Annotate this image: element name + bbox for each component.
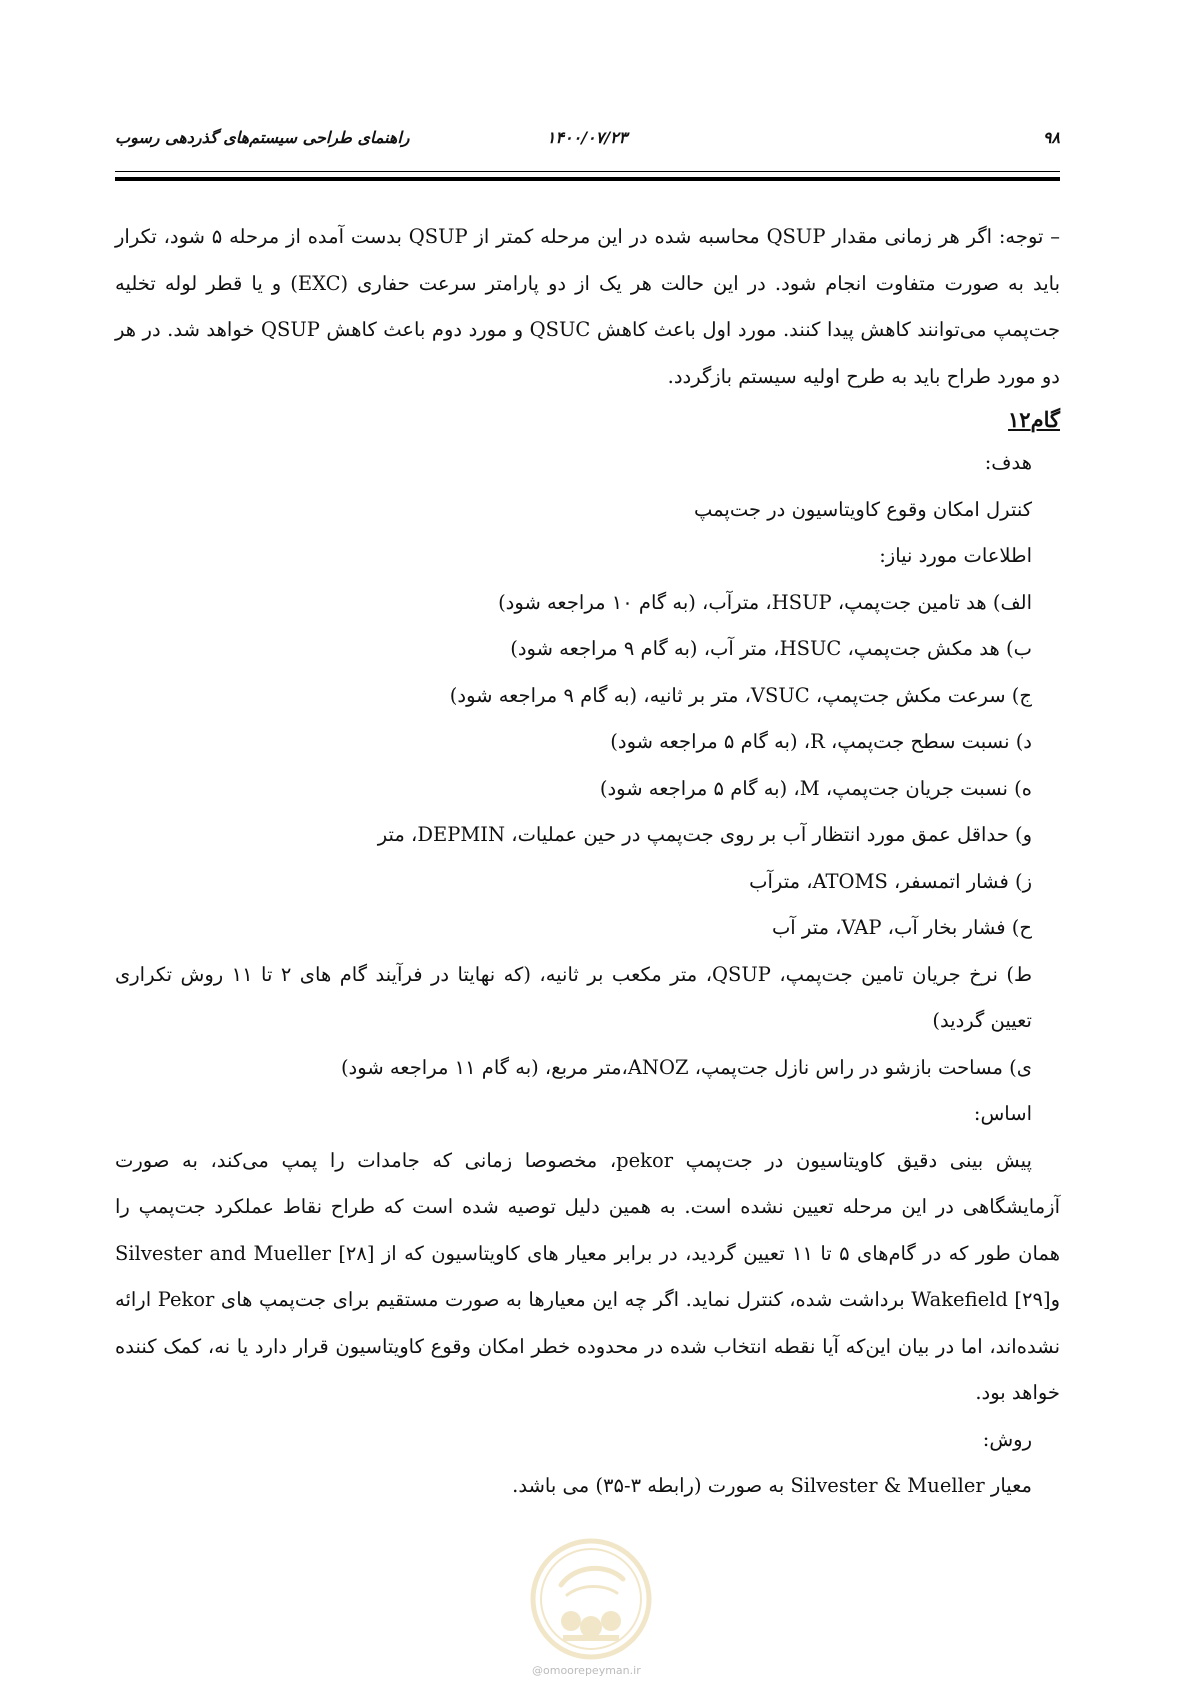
step-heading: گام۱۲ — [1008, 407, 1060, 432]
info-item: ه) نسبت جریان جت‌پمپ، M، (به گام ۵ مراجعه شود) — [599, 776, 1032, 800]
info-item: ی) مساحت بازشو در راس نازل جت‌پمپ، ANOZ،متر مربع، (به گام ۱۱ مراجعه شود) — [340, 1055, 1032, 1079]
watermark-url: @omoorepeyman.ir — [532, 1664, 641, 1677]
page-number: ۹۸ — [1042, 128, 1060, 147]
info-item: ط) نرخ جریان تامین جت‌پمپ، QSUP، متر مکعب بر ثانیه، (که نهایتا در فرآیند گام های ۲ تا ۱۱ روش تکراری تعیین گردید) — [115, 962, 1033, 1032]
page-header — [115, 128, 1060, 158]
header-date: ۱۴۰۰/۰۷/۲۳ — [546, 128, 628, 147]
info-item: الف) هد تامین جت‌پمپ، HSUP، مترآب، (به گام ۱۰ مراجعه شود) — [498, 590, 1032, 614]
goal-text: کنترل امکان وقوع کاویتاسیون در جت‌پمپ — [694, 497, 1032, 521]
method-text: معیار Silvester & Mueller به صورت (رابطه ۳-۳۵) می باشد. — [512, 1474, 1032, 1497]
info-item: ب) هد مکش جت‌پمپ، HSUC، متر آب، (به گام ۹ مراجعه شود) — [510, 637, 1032, 660]
info-item: ح) فشار بخار آب، VAP، متر آب — [771, 916, 1032, 939]
header-rule-thick — [115, 177, 1060, 181]
goal-label: هدف: — [984, 451, 1032, 474]
info-item: ز) فشار اتمسفر، ATOMS، مترآب — [749, 869, 1032, 893]
note-paragraph: – توجه: اگر هر زمانی مقدار QSUP محاسبه شده در این مرحله کمتر از QSUP بدست آمده از مرحله ۵ شود، تکرار باید به صورت متفاوت انجام شود. در این حالت هر یک از دو پارامتر سرعت حفاری (EXC) و یا قطر لوله تخلیه جت‌پمپ می‌توانند کاهش پیدا کنند. مورد اول باعث کاهش QSUC و مورد دوم باعث کاهش QSUP خواهد شد. در هر دو مورد طراح باید به طرح اولیه سیستم بازگردد. — [115, 225, 1060, 388]
info-item: د) نسبت سطح جت‌پمپ، R، (به گام ۵ مراجعه شود) — [610, 730, 1032, 753]
header-title: راهنمای طراحی سیستم‌های گذردهی رسوب — [115, 128, 410, 147]
method-label: روش: — [982, 1427, 1032, 1451]
page-body — [115, 214, 1060, 1510]
basis-label: اساس: — [973, 1102, 1032, 1125]
watermark-seal — [527, 1535, 655, 1675]
info-item: ج) سرعت مکش جت‌پمپ، VSUC، متر بر ثانیه، (به گام ۹ مراجعه شود) — [449, 683, 1032, 707]
header-rule-thin — [115, 171, 1060, 172]
info-label: اطلاعات مورد نیاز: — [879, 544, 1032, 567]
basis-paragraph: پیش بینی دقیق کاویتاسیون در جت‌پمپ pekor، مخصوصا زمانی که جامدات را پمپ می‌کند، به صورت آزمایشگاهی در این مرحله تعیین نشده است. به همین دلیل توصیه شده است که طراح نقاط عملکرد جت‌پمپ را همان طور که در گام‌های ۵ تا ۱۱ تعیین گردید، در برابر معیار های کاویتاسیون که از Silvester and Mueller [۲۸] وWakefield [۲۹] برداشت شده، کنترل نماید. اگر چه این معیارها به صورت مستقیم برای جت‌پمپ های Pekor ارائه نشده‌اند، اما در بیان این‌که آیا نقطه انتخاب شده در محدوده خطر امکان وقوع کاویتاسیون قرار دارد یا نه، کمک کننده خواهد بود. — [115, 1148, 1060, 1404]
info-item: و) حداقل عمق مورد انتظار آب بر روی جت‌پمپ در حین عملیات، DEPMIN، متر — [377, 823, 1032, 846]
